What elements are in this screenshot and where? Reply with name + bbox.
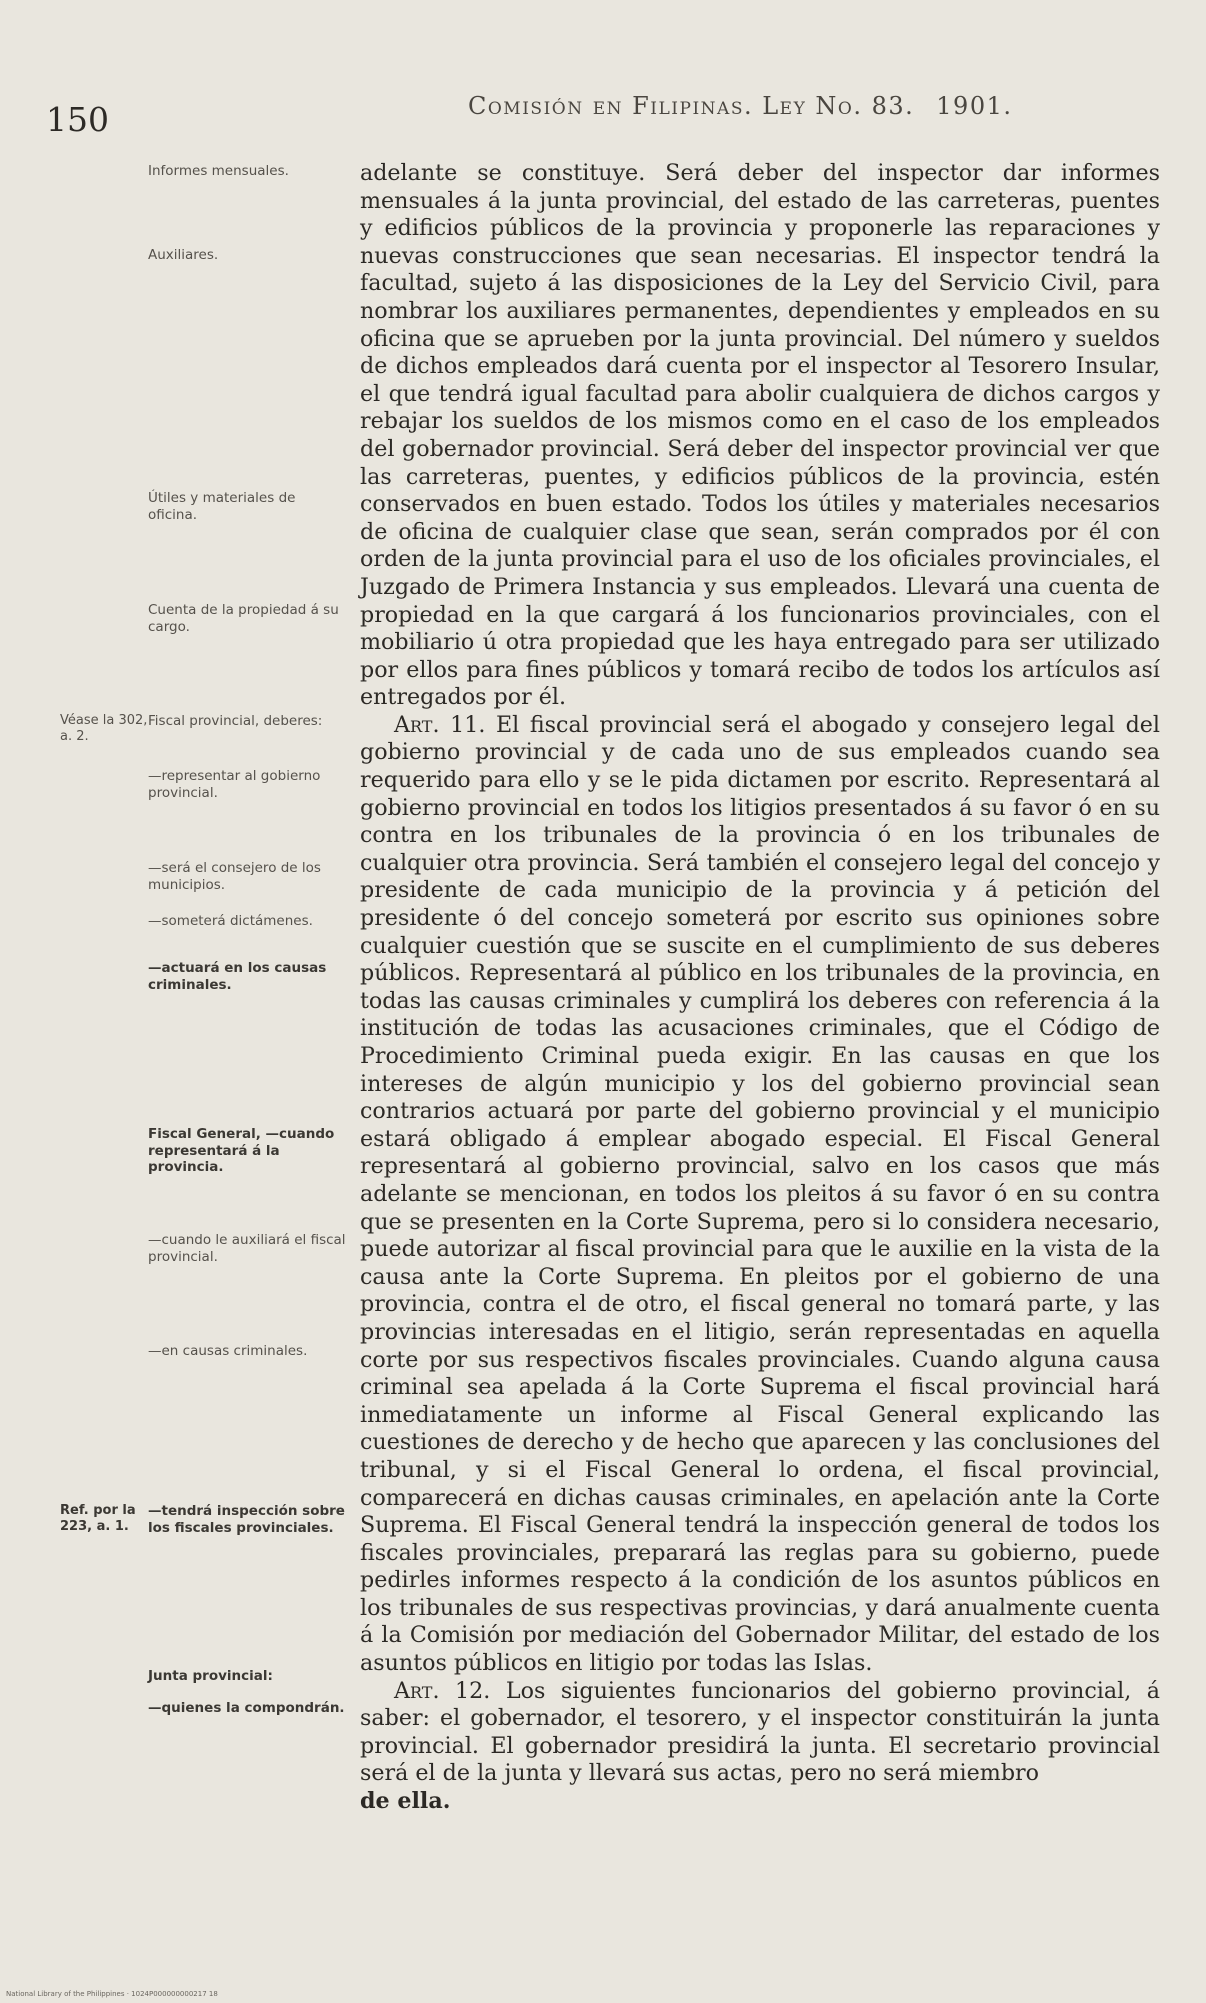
running-head-year: 1901. (936, 92, 1013, 120)
margin-note: —representar al gobierno provincial. (148, 768, 321, 801)
ref-note: Ref. por la 223, a. 1. (60, 1503, 136, 1534)
article-12 (360, 1678, 1160, 1788)
margin-note: Auxiliares. (148, 247, 219, 263)
margin-note: Informes mensuales. (148, 163, 289, 179)
article-11-label: Art. 11. (394, 711, 486, 738)
margin-note: Fiscal provincial, deberes: (148, 713, 323, 729)
margin-note: —quienes la compondrán. (148, 1700, 345, 1716)
page-number: 150 (46, 100, 109, 139)
paragraph-continuation: adelante se constituye. Será deber del inspector dar informes mensuales á la junta provincial, del estado de las carreteras, puentes y edificios públicos de la provincia y proponerle las reparaciones y nuevas construcciones que sean necesarias. El inspector tendrá la facultad, sujeto á las disposiciones de la Ley del Servicio Civil, para nombrar los auxiliares permanentes, dependientes y empleados en su oficina que se aprueben por la junta provincial. Del número y sueldos de dichos empleados dará cuenta por el inspector al Tesorero Insular, el que tendrá igual facultad para abolir cualquiera de dichos cargos y rebajar los sueldos de los mismos como en el caso de los empleados del gobernador provincial. Será deber del inspector provincial ver que las carreteras, puentes, y edificios públicos de la provincia, estén conservados en buen estado. Todos los útiles y materiales necesarios de oficina de cualquier clase que sean, serán comprados por él con orden de la junta provincial para el uso de los oficiales provinciales, el Juzgado de Primera Instancia y sus empleados. Llevará una cuenta de propiedad en la que cargará á los funcionarios provinciales, con el mobiliario ú otra propiedad que les haya entregado para ser utilizado por ellos para fines públicos y tomará recibo de todos los artículos así entregados por él. (360, 160, 1160, 711)
margin-note: Útiles y materiales de oficina. (148, 490, 296, 523)
margin-note: —actuará en los causas criminales. (148, 960, 327, 993)
margin-note: Junta provincial: (148, 1668, 273, 1684)
footer-credit: National Library of the Philippines · 1024P000000000217 18 (6, 1990, 218, 1998)
margin-note: Fiscal General, —cuando representará á la provincia. (148, 1126, 335, 1175)
body-text (360, 160, 1160, 1816)
article-12-text: Los siguientes funcionarios del gobierno provincial, á saber: el gobernador, el tesorero, y el inspector constituirán la junta provincial. El gobernador presidirá la junta. El secretario provincial será el de la junta y llevará sus actas, pero no será miembro (360, 1677, 1161, 1787)
margin-note: Cuenta de la propiedad á su cargo. (148, 602, 339, 635)
margin-note: —en causas criminales. (148, 1343, 308, 1359)
ref-note: Véase la 302, a. 2. (60, 713, 148, 744)
article-11-text: El fiscal provincial será el abogado y consejero legal del gobierno provincial y de cada uno de sus empleados cuando sea requerido para ello y se le pida dictamen por escrito. Representará al gobierno provincial en todos los litigios presentados á su favor ó en su contra en los tribunales de la provincia ó en los tribunales de cualquier otra provincia. Será también el consejero legal del concejo y presidente de cada municipio de la provincia y á petición del presidente ó del concejo someterá por escrito sus opiniones sobre cualquier cuestión que se suscite en el cumplimiento de sus deberes públicos. Representará al público en los tribunales de la provincia, en todas las causas criminales y cumplirá los deberes con referencia á la institución de todas las acusaciones criminales, que el Código de Procedimiento Criminal pueda exigir. En las causas en que los intereses de algún municipio y los del gobierno provincial sean contrarios actuará por parte del gobierno provincial y el municipio estará obligado á emplear abogado especial. El Fiscal General representará al gobierno provincial, salvo en los casos que más adelante se mencionan, en todos los pleitos á su favor ó en su contra que se presenten en la Corte Suprema, pero si lo considera necesario, puede autorizar al fiscal provincial para que le auxilie en la vista de la causa ante la Corte Suprema. En pleitos por el gobierno de una provincia, contra el de otro, el fiscal general no tomará parte, y las provincias interesadas en el litigio, serán representadas en aquella corte por sus respectivos fiscales provinciales. Cuando alguna causa criminal sea apelada á la Corte Suprema el fiscal provincial hará inmediatamente un informe al Fiscal General explicando las cuestiones de derecho y de hecho que aparecen y las conclusiones del tribunal, y si el Fiscal General lo ordena, el fiscal provincial, comparecerá en dichas causas criminales, en apelación ante la Corte Suprema. El Fiscal General tendrá la inspección general de todos los fiscales provinciales, preparará las reglas para su gobierno, puede pedirles informes respecto á la condición de los asuntos públicos en los tribunales de sus respectivas provincias, y dará anualmente cuenta á la Comisión por mediación del Gobernador Militar, del estado de los asuntos públicos en litigio por todas las Islas. (360, 711, 1161, 1677)
running-head (468, 92, 1013, 120)
margin-note: —someterá dictámenes. (148, 913, 313, 929)
article-12-label: Art. 12. (394, 1677, 491, 1704)
article-12-last-line: de ella. (360, 1788, 451, 1815)
margin-note: —será el consejero de los municipios. (148, 860, 321, 893)
article-11 (360, 712, 1160, 1678)
margin-note: —tendrá inspección sobre los fiscales provinciales. (148, 1503, 345, 1536)
running-head-title: Comisión en Filipinas. Ley No. 83. (468, 92, 915, 120)
margin-note: —cuando le auxiliará el fiscal provincial. (148, 1232, 346, 1265)
